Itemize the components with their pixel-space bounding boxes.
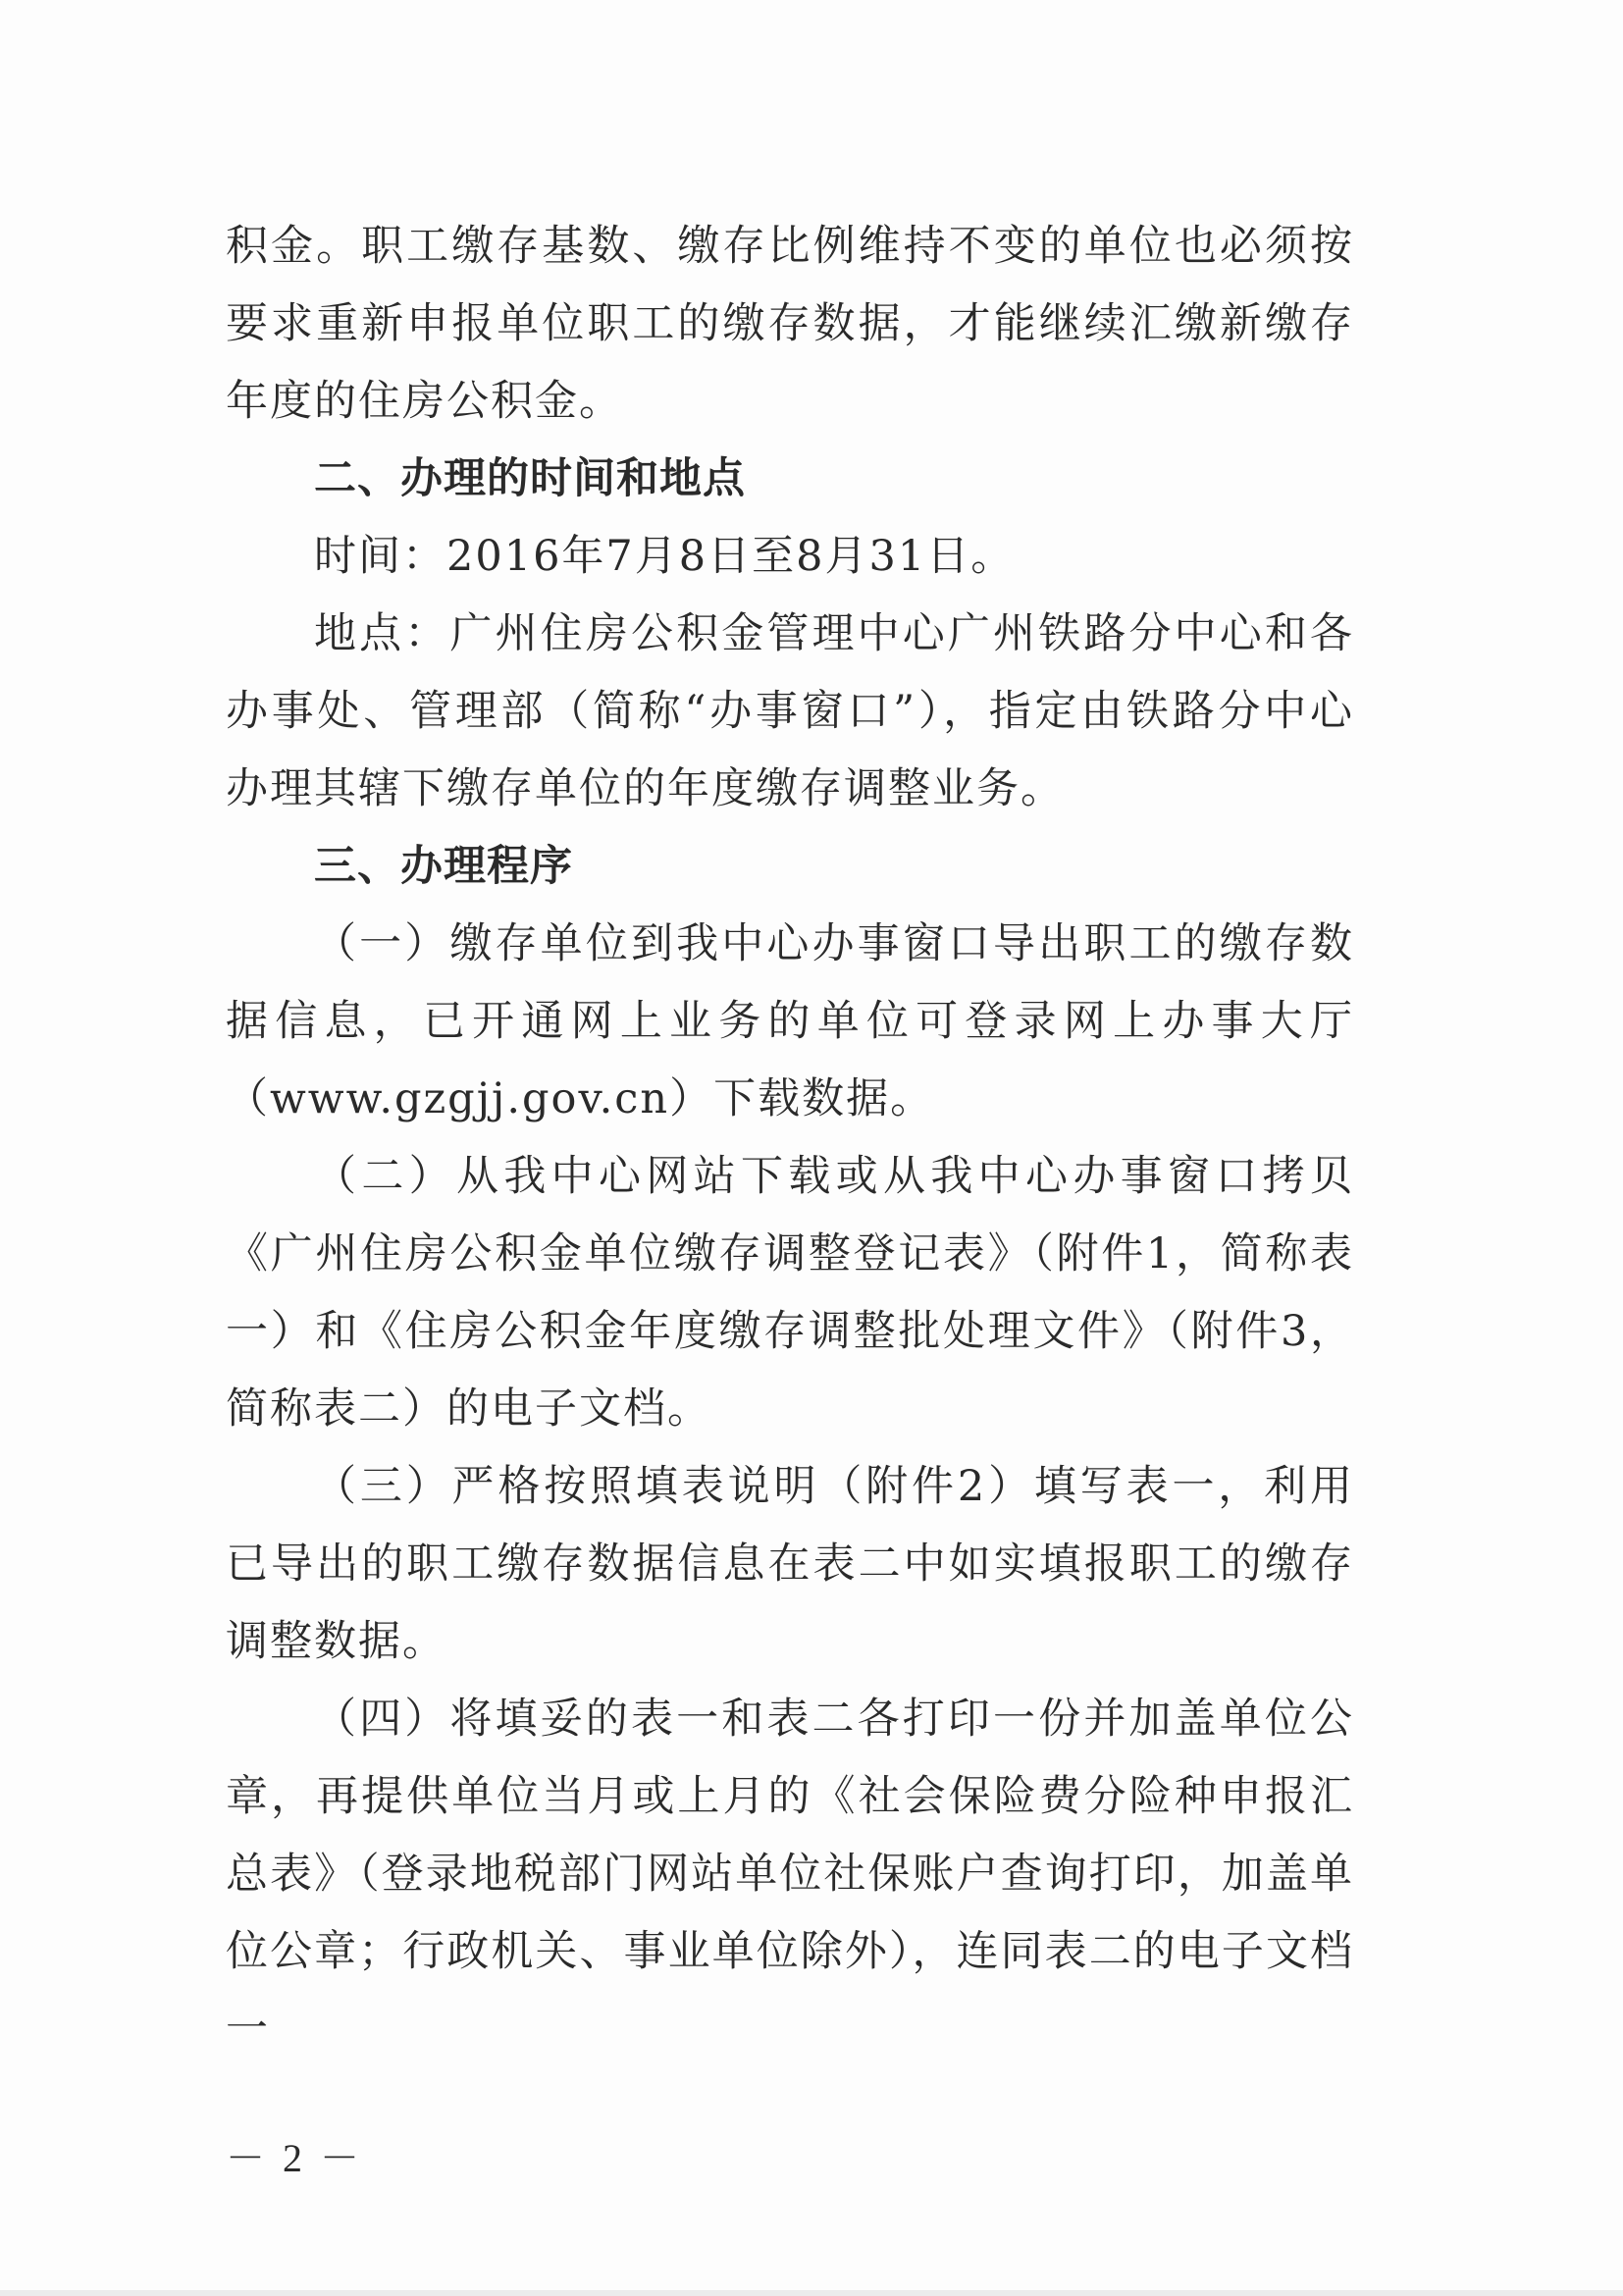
paragraph-step-3: （三）严格按照填表说明（附件2）填写表一，利用已导出的职工缴存数据信息在表二中如实填报职工的缴存调整数据。 — [226, 1462, 1354, 1666]
section-heading-procedure: 三、办理程序 — [314, 842, 573, 891]
paragraph-step-2: （二）从我中心网站下载或从我中心办事窗口拷贝《广州住房公积金单位缴存调整登记表》（附件1，简称表一）和《住房公积金年度缴存调整批处理文件》（附件3，简称表二）的电子文档。 — [226, 1152, 1354, 1434]
paragraph-location: 地点：广州住房公积金管理中心广州铁路分中心和各办事处、管理部（简称“办事窗口”），指定由铁路分中心办理其辖下缴存单位的年度缴存调整业务。 — [226, 609, 1354, 813]
paragraph-time: 时间：2016年7月8日至8月31日。 — [314, 532, 1016, 581]
page-number: － 2 － — [226, 2136, 363, 2180]
document-body — [226, 208, 1354, 2068]
scan-edge-divider — [0, 2290, 1623, 2296]
section-heading-time-and-place: 二、办理的时间和地点 — [314, 454, 746, 503]
paragraph-step-4: （四）将填妥的表一和表二各打印一份并加盖单位公章，再提供单位当月或上月的《社会保险费分险种申报汇总表》（登录地税部门网站单位社保账户查询打印，加盖单位公章；行政机关、事业单位除外），连同表二的电子文档一 — [226, 1695, 1354, 2054]
paragraph-step-1: （一）缴存单位到我中心办事窗口导出职工的缴存数据信息，已开通网上业务的单位可登录网上办事大厅（www.gzgjj.gov.cn）下载数据。 — [226, 919, 1354, 1123]
paragraph-continuation: 积金。职工缴存基数、缴存比例维持不变的单位也必须按要求重新申报单位职工的缴存数据，才能继续汇缴新缴存年度的住房公积金。 — [226, 222, 1354, 426]
